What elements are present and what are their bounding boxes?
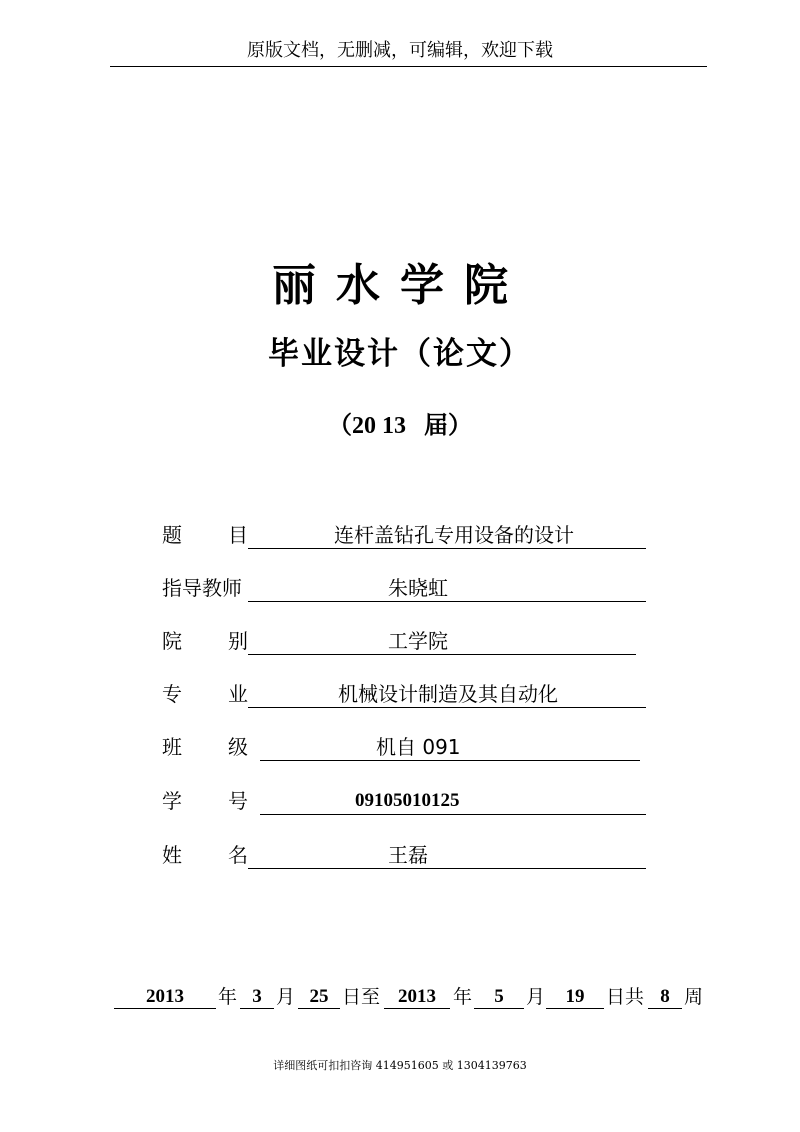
- field-name-label-b: 名: [228, 843, 248, 867]
- date-end-month: 5: [474, 982, 524, 1009]
- field-department-value: 工学院: [388, 629, 448, 653]
- header-divider: [110, 66, 707, 67]
- date-start-month: 3: [240, 982, 274, 1009]
- document-type: 毕业设计（论文）: [268, 336, 532, 372]
- field-title-value: 连杆盖钻孔专用设备的设计: [334, 523, 574, 547]
- field-name-value: 王磊: [388, 843, 428, 867]
- field-class-label-b: 级: [228, 735, 248, 759]
- field-name-underline: [248, 838, 646, 869]
- field-class-value: 机自 091: [376, 735, 461, 759]
- date-start-day: 25: [298, 982, 340, 1009]
- field-student-id-label-b: 号: [228, 789, 248, 813]
- field-student-id-value: 09105010125: [355, 790, 460, 811]
- field-title-label-a: 题: [162, 523, 182, 547]
- field-advisor: [0, 571, 800, 605]
- field-department-label-b: 别: [228, 629, 248, 653]
- field-class-label-a: 班: [162, 735, 182, 759]
- field-name: [0, 838, 800, 872]
- date-month-char-2: 月: [526, 986, 546, 1008]
- field-student-id: [0, 784, 800, 818]
- field-department: [0, 624, 800, 658]
- field-major-label-a: 专: [162, 682, 182, 706]
- field-name-label-a: 姓: [162, 843, 182, 867]
- footer-note: 详细图纸可扣扣咨询 414951605 或 1304139763: [273, 1059, 527, 1072]
- date-weeks: 8: [648, 982, 682, 1009]
- field-major-value: 机械设计制造及其自动化: [338, 682, 558, 706]
- date-start-year: 2013: [114, 982, 216, 1009]
- date-month-char: 月: [276, 986, 296, 1008]
- field-department-label-a: 院: [162, 629, 182, 653]
- header-note: 原版文档，无删减，可编辑，欢迎下载: [247, 40, 553, 61]
- field-major-label-b: 业: [228, 682, 248, 706]
- date-year-char: 年: [218, 986, 238, 1008]
- field-advisor-label: 指导教师: [162, 576, 242, 600]
- field-class: [0, 730, 800, 764]
- date-line: [0, 982, 800, 1012]
- field-title-label-b: 目: [228, 523, 248, 547]
- date-week-char: 周: [684, 986, 704, 1008]
- school-name: 丽水学院: [272, 260, 528, 311]
- field-major: [0, 677, 800, 711]
- date-day-to: 日至: [342, 986, 381, 1008]
- graduation-year: （20 13 届）: [328, 413, 472, 439]
- date-year-char-2: 年: [453, 986, 473, 1008]
- date-end-year: 2013: [384, 982, 450, 1009]
- field-advisor-value: 朱晓虹: [388, 576, 448, 600]
- date-day-total: 日共: [606, 986, 645, 1008]
- date-end-day: 19: [546, 982, 604, 1009]
- field-title: [0, 518, 800, 552]
- field-student-id-label-a: 学: [162, 789, 182, 813]
